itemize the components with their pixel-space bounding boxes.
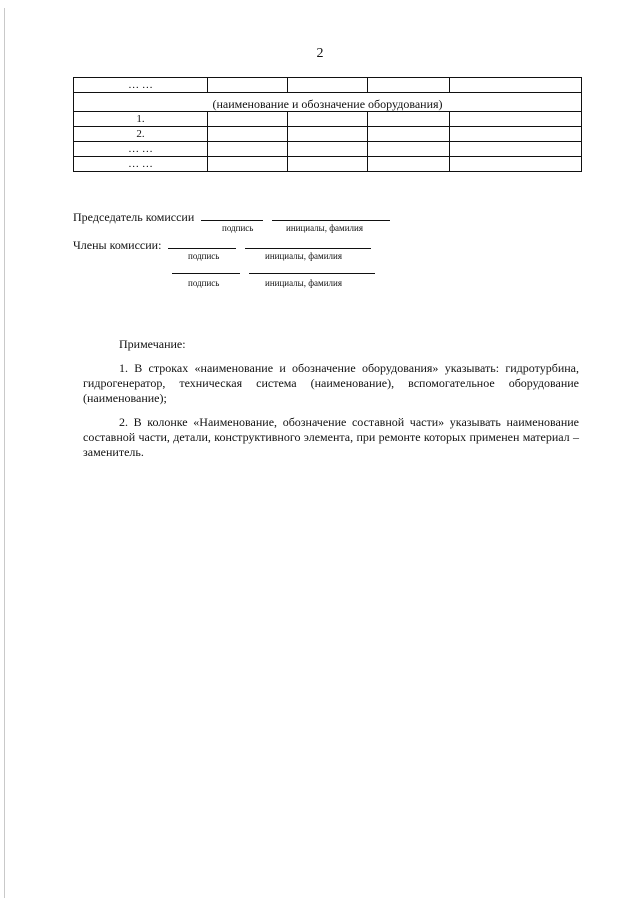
page-number: 2 xyxy=(316,46,324,61)
name-caption: инициалы, фамилия xyxy=(265,278,342,288)
table-cell xyxy=(288,157,368,172)
table-cell xyxy=(288,142,368,157)
chairman-label: Председатель комиссии xyxy=(73,210,195,224)
table-row xyxy=(74,112,582,127)
table-cell: … … xyxy=(74,142,208,157)
signature-blank xyxy=(168,236,236,249)
table-cell xyxy=(450,112,582,127)
table-cell xyxy=(450,78,582,93)
table-cell xyxy=(450,127,582,142)
table-cell xyxy=(368,112,450,127)
table-cell xyxy=(208,112,288,127)
table-cell xyxy=(288,78,368,93)
signature-caption: подпись xyxy=(222,223,254,233)
table-cell: 2. xyxy=(74,127,208,142)
table-cell: … … xyxy=(74,78,208,93)
table-cell xyxy=(208,142,288,157)
table-cell xyxy=(450,142,582,157)
table-cell xyxy=(288,112,368,127)
name-blank xyxy=(272,208,390,221)
note-section xyxy=(83,337,579,469)
members-signature-line-2 xyxy=(172,261,375,278)
table-cell: … … xyxy=(74,157,208,172)
name-blank xyxy=(249,261,375,274)
note-item: 2. В колонке «Наименование, обозначение составной части» указывать наименование составной части, детали, конструктивного элемента, при ремонте которых применен материал – заменитель. xyxy=(83,415,579,459)
table-cell: 1. xyxy=(74,112,208,127)
name-caption: инициалы, фамилия xyxy=(286,223,363,233)
table-row xyxy=(74,78,582,93)
signature-blank xyxy=(172,261,240,274)
table-cell xyxy=(368,157,450,172)
page-edge xyxy=(4,8,5,898)
table-cell xyxy=(208,157,288,172)
name-caption: инициалы, фамилия xyxy=(265,251,342,261)
table-row xyxy=(74,93,582,112)
table-cell xyxy=(208,78,288,93)
equipment-table xyxy=(73,77,582,172)
table-cell xyxy=(288,127,368,142)
table-cell xyxy=(368,78,450,93)
table-cell xyxy=(368,142,450,157)
signature-blank xyxy=(201,208,263,221)
note-title: Примечание: xyxy=(119,337,186,351)
name-blank xyxy=(245,236,371,249)
signature-caption: подпись xyxy=(188,251,220,261)
members-label: Члены комиссии: xyxy=(73,238,162,252)
signature-caption: подпись xyxy=(188,278,220,288)
table-cell xyxy=(450,157,582,172)
equipment-name-row: (наименование и обозначение оборудования) xyxy=(74,93,582,112)
table-cell xyxy=(208,127,288,142)
table-row xyxy=(74,157,582,172)
table-row xyxy=(74,142,582,157)
note-item: 1. В строках «наименование и обозначение оборудования» указывать: гидротурбина, гидрогенератор, техническая система (наименование), вспомогательное оборудование (наименование); xyxy=(83,361,579,405)
table-cell xyxy=(368,127,450,142)
table-row xyxy=(74,127,582,142)
